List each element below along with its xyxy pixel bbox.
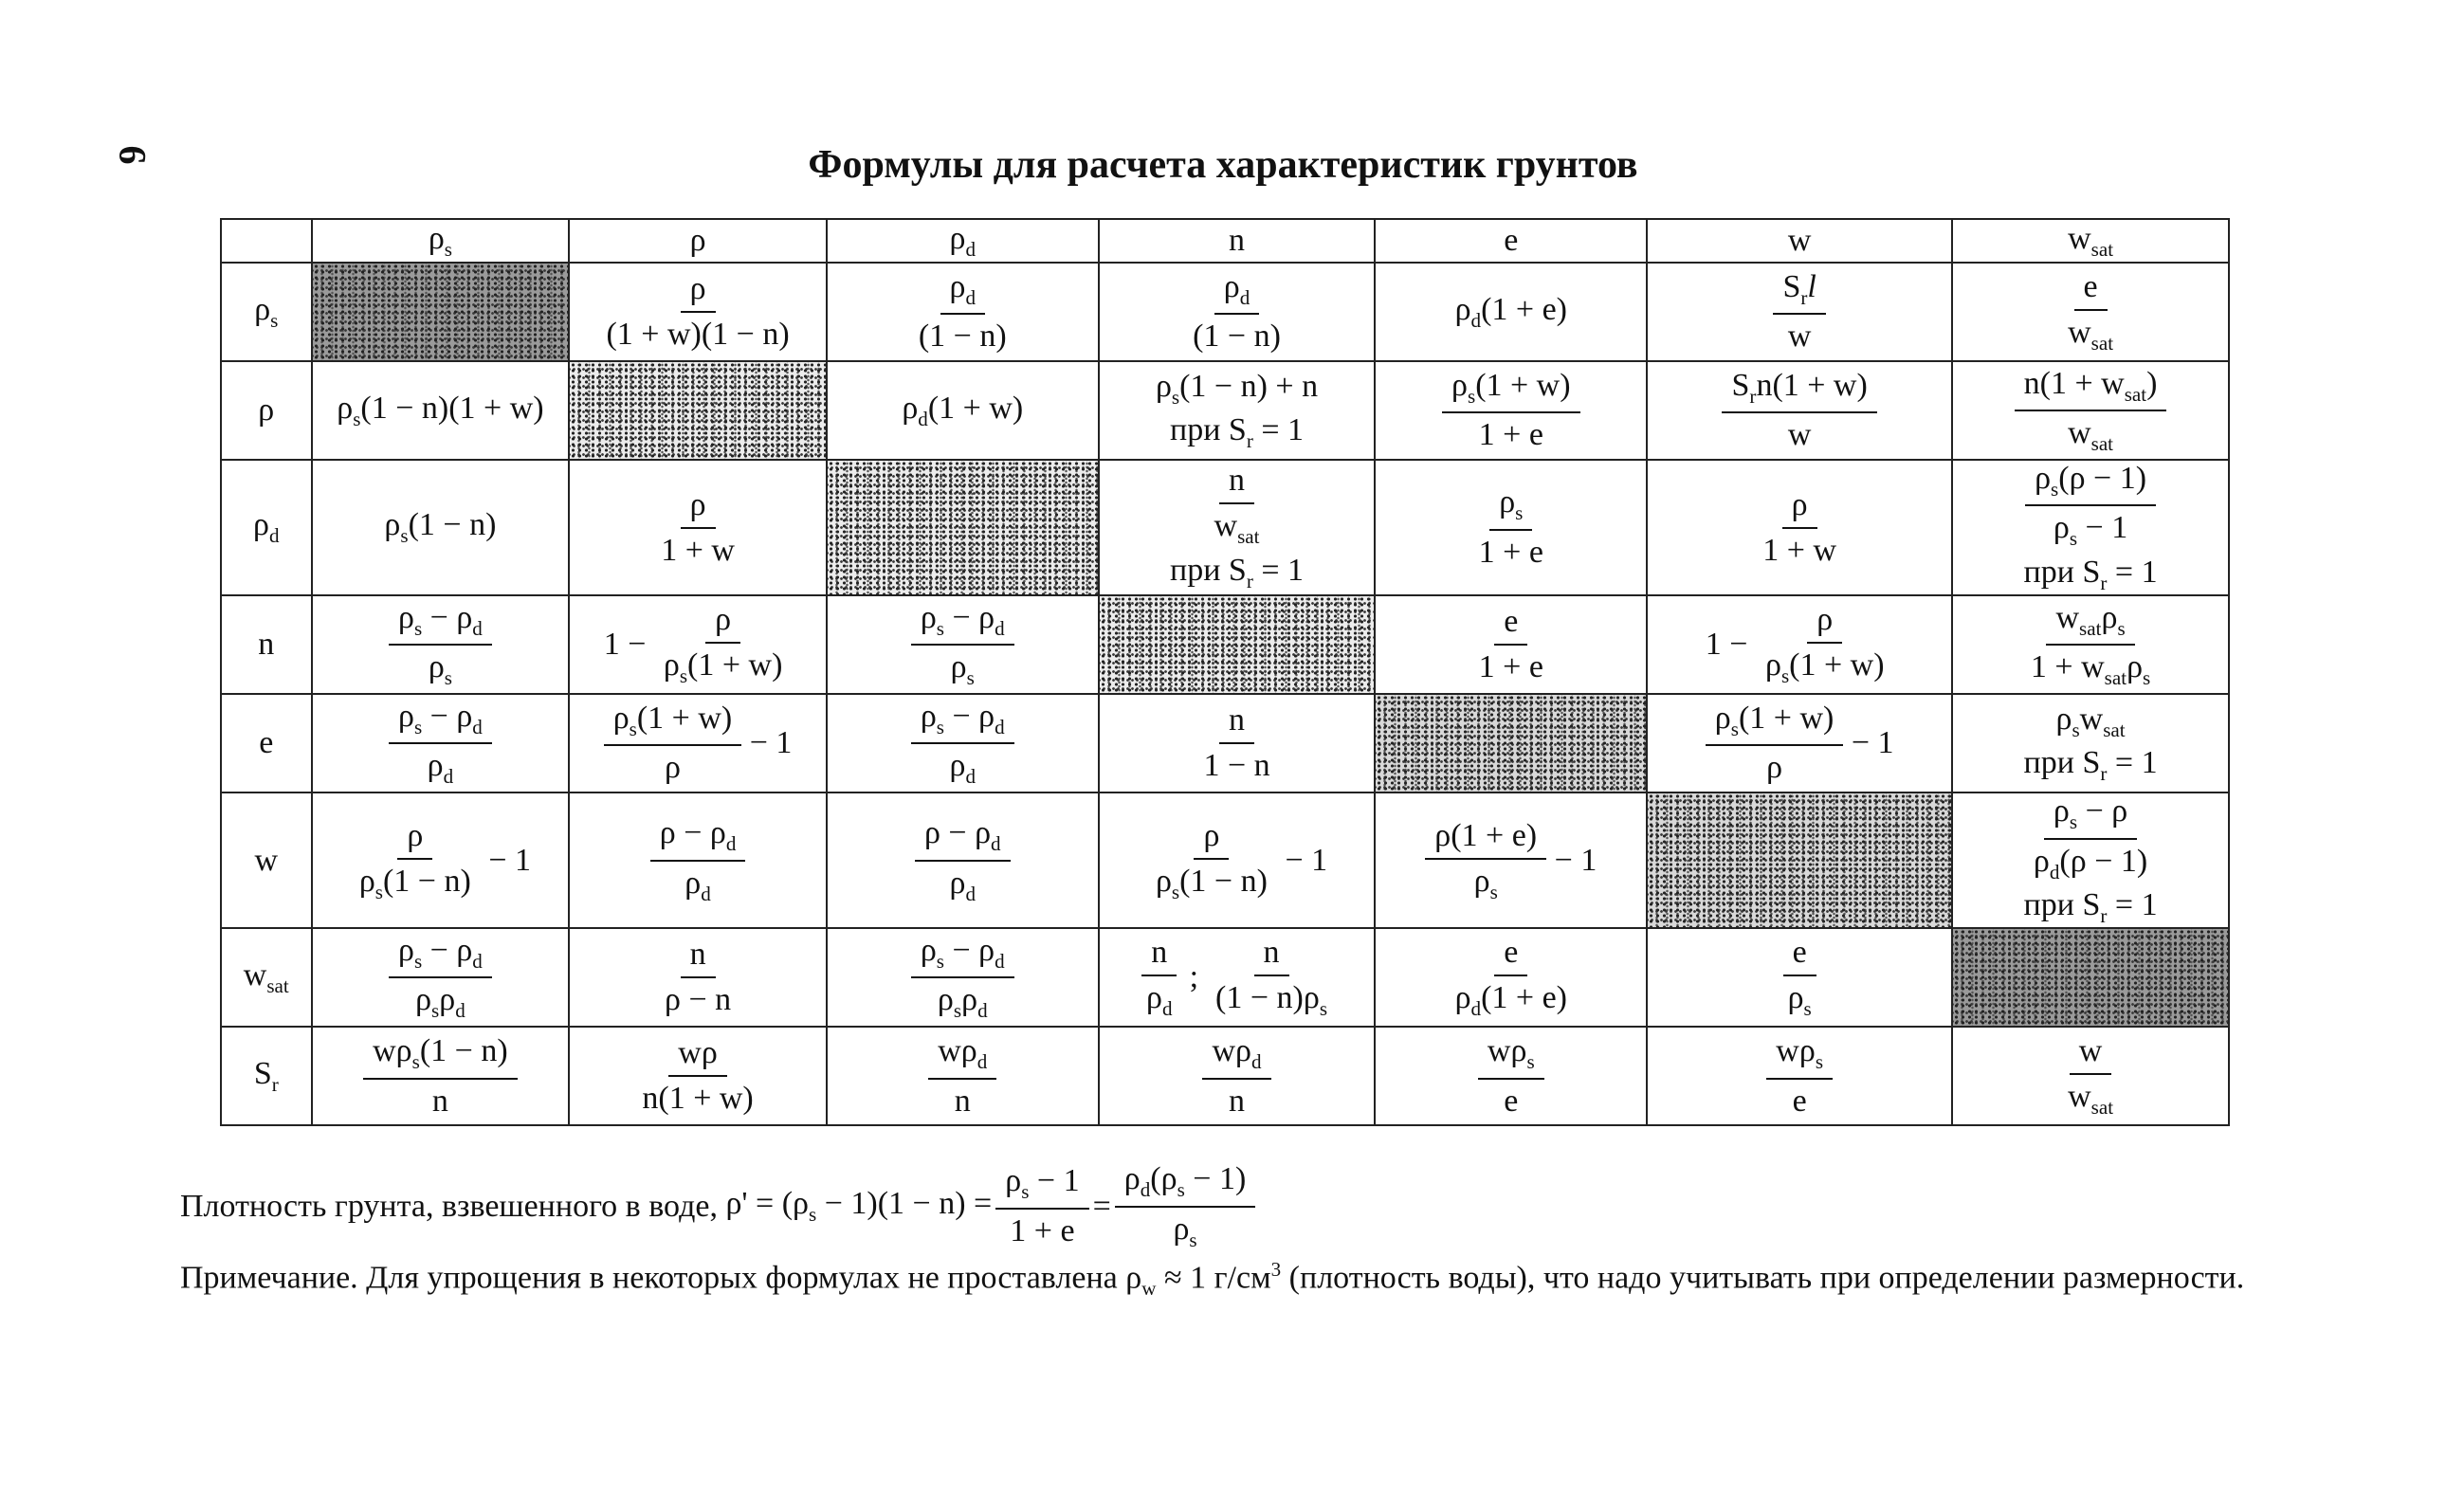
fraction-numerator: $\rho_s(\rho - 1)$ (2025, 461, 2156, 506)
formula-cell-e-wsat (1952, 694, 2229, 792)
fraction-numerator: $n(1 + w_{sat})$ (2015, 366, 2167, 411)
column-header-w: w (1647, 219, 1952, 263)
fraction-numerator: $w_{sat}\rho_s$ (2046, 600, 2134, 646)
fraction-numerator: $\rho_s - \rho_d$ (911, 600, 1014, 646)
row-header-ρd: $\rho_d$ (221, 460, 312, 595)
formula-cell-Sr-w (1647, 1027, 1952, 1125)
formula-expression: $\rho_d(1 + w)$ (902, 390, 1024, 430)
formula-cell-ρ-w (1647, 361, 1952, 460)
fraction (1779, 935, 1821, 1020)
fraction-denominator: ρ − n (664, 982, 732, 1018)
column-header-e: e (1375, 219, 1647, 263)
formula-cell-ρs-ρ (569, 263, 827, 361)
formula-cell-ρ-n (1099, 361, 1376, 460)
fraction-denominator: $\rho_d$ (1146, 980, 1173, 1020)
fraction (389, 600, 492, 690)
fraction (2025, 461, 2156, 551)
formula-cell-Sr-ρ (569, 1027, 827, 1125)
column-header-ρ: ρ (569, 219, 827, 263)
fraction (1425, 818, 1546, 903)
fraction (650, 815, 746, 905)
fraction (2058, 269, 2123, 355)
fraction-denominator: $w_{sat}$ (2068, 1079, 2114, 1119)
fraction-numerator: $S_rn(1 + w)$ (1722, 368, 1876, 413)
fraction-numerator: ρ(1 + e) (1425, 818, 1546, 860)
table-row-e (221, 694, 2229, 792)
fraction (596, 271, 798, 353)
fraction-denominator: $w_{sat}$ (2068, 415, 2114, 455)
formula-cell-ρd-ρ (569, 460, 827, 595)
fraction-numerator: $S_rl$ (1773, 269, 1825, 315)
table-row-w (221, 792, 2229, 928)
formula-cell-e-n (1099, 694, 1376, 792)
fraction-numerator: n (681, 937, 716, 978)
header-corner (221, 219, 312, 263)
fraction (1469, 484, 1553, 570)
fraction-numerator: $\rho_s - \rho_d$ (389, 699, 492, 744)
fraction (654, 602, 793, 687)
fraction-numerator: ρ (1807, 602, 1842, 644)
fraction-numerator: n (1219, 702, 1254, 744)
fraction-denominator: $\rho_d$ (949, 865, 977, 905)
fraction (1202, 1033, 1270, 1119)
formula-cell-w-ρd (827, 792, 1099, 928)
formula-prefix: 1 − (1705, 627, 1756, 663)
hatched-diagonal-cell (1647, 792, 1952, 928)
page-number: 6 (111, 145, 155, 165)
formula-suffix: − 1 (1276, 842, 1328, 878)
formula-cell-wsat-ρd (827, 928, 1099, 1027)
hatched-diagonal-cell (569, 361, 827, 460)
formula-cell-n-ρ (569, 595, 827, 694)
fraction (1183, 269, 1290, 355)
column-header-n: n (1099, 219, 1376, 263)
formula-cell-ρd-e (1375, 460, 1647, 595)
fraction-numerator: $\rho_d(\rho_s - 1)$ (1115, 1161, 1256, 1208)
fraction (1706, 701, 1844, 786)
fraction (1469, 604, 1553, 685)
fraction-denominator: (1 − n) (918, 319, 1007, 355)
fraction-numerator: n (1219, 463, 1254, 504)
formula-cell-wsat-w (1647, 928, 1952, 1027)
formula-cell-ρ-ρs (312, 361, 570, 460)
hatched-diagonal-cell (827, 460, 1099, 595)
fraction-numerator: ρ (705, 602, 740, 644)
fraction (389, 933, 492, 1023)
fraction (1146, 818, 1277, 903)
density-fraction-1 (995, 1163, 1088, 1249)
fraction (915, 815, 1011, 905)
fraction-denominator: $\rho_d(1 + e)$ (1454, 980, 1568, 1020)
fraction-numerator: e (1494, 935, 1527, 976)
fraction (2021, 600, 2160, 690)
fraction (1722, 368, 1876, 453)
column-header-wsat: $w_{sat}$ (1952, 219, 2229, 263)
fraction (1753, 487, 1846, 569)
fraction (909, 269, 1016, 355)
fraction (1756, 602, 1894, 687)
fraction-denominator: $1 + w_{sat}\rho_s$ (2030, 649, 2151, 689)
fraction (928, 1033, 996, 1119)
formula-cell-n-w (1647, 595, 1952, 694)
fraction (363, 1033, 518, 1119)
formula-cell-e-ρd (827, 694, 1099, 792)
fraction-numerator: $w\rho_s$ (1478, 1033, 1544, 1079)
fraction-numerator: ρ (397, 818, 432, 860)
fraction-denominator: $\rho_s(1 + w)$ (1764, 647, 1885, 687)
hatched-diagonal-cell (1099, 595, 1376, 694)
fraction (1478, 1033, 1544, 1119)
fraction-denominator: e (1792, 1083, 1807, 1119)
fraction-numerator: $\rho_s - \rho$ (2044, 793, 2137, 839)
header-row (221, 219, 2229, 263)
fraction (911, 933, 1014, 1023)
formula-cell-ρd-wsat (1952, 460, 2229, 595)
formula-suffix: − 1 (480, 842, 531, 878)
fraction-numerator: $\rho_s - \rho_d$ (911, 933, 1014, 978)
formula-table (220, 218, 2230, 1126)
fraction-denominator: $\rho_s$ (1787, 980, 1812, 1020)
formula-cell-w-wsat (1952, 792, 2229, 928)
fraction (1137, 935, 1182, 1020)
fraction-numerator: wρ (668, 1035, 727, 1077)
formula-cell-ρs-ρd (827, 263, 1099, 361)
density-lhs: $\rho' = (\rho_s - 1)(1 - n)$ = (725, 1186, 993, 1227)
submerged-density-line (180, 1161, 2266, 1252)
formula-expression: $\rho_s(1 - n)$ (384, 507, 497, 548)
fraction-denominator: $w_{sat}$ (1214, 508, 1260, 549)
table-row-Sr (221, 1027, 2229, 1125)
formula-expression: $\rho_s(1 - n)(1 + w)$ (337, 390, 544, 430)
fraction-denominator: $\rho_s(1 - n)$ (358, 863, 471, 903)
fraction-denominator: $\rho_s(1 - n)$ (1155, 863, 1268, 903)
density-fraction-2 (1115, 1161, 1256, 1252)
fraction-denominator: $\rho_s$ (1173, 1211, 1197, 1251)
formula-cell-ρd-ρs (312, 460, 570, 595)
fraction-denominator: e (1504, 1083, 1519, 1119)
fraction-numerator: $w\rho_d$ (1202, 1033, 1270, 1079)
formula-cell-ρs-w (1647, 263, 1952, 361)
formula-cell-ρd-w (1647, 460, 1952, 595)
fraction-denominator: $\rho_s$ (428, 649, 452, 689)
formula-cell-e-w (1647, 694, 1952, 792)
fraction-numerator: $\rho - \rho_d$ (650, 815, 746, 861)
fraction-numerator: ρ (681, 487, 716, 529)
note-paragraph: Примечание. Для упрощения в некоторых формулах не проставлена $\rho_w \approx 1$ $г/см^3$ (плотность воды), что надо учитывать при определении размерности. (180, 1258, 2245, 1301)
fraction-numerator: ρ (1194, 818, 1229, 860)
fraction (911, 699, 1014, 789)
row-header-w: w (221, 792, 312, 928)
fraction-denominator: 1 + e (1010, 1213, 1075, 1249)
formula-cell-w-e (1375, 792, 1647, 928)
fraction-denominator: w (1787, 417, 1812, 453)
table-row-ρd (221, 460, 2229, 595)
formula-cell-n-wsat (1952, 595, 2229, 694)
fraction (604, 701, 742, 786)
fraction-numerator: n (1141, 935, 1177, 976)
formula-cell-w-n (1099, 792, 1376, 928)
density-prefix: Плотность грунта, взвешенного в воде, (180, 1188, 718, 1224)
condition-text: при $S_r = 1$ (1170, 552, 1305, 592)
formula-cell-Sr-wsat (1952, 1027, 2229, 1125)
fraction-numerator: $\rho_s(1 + w)$ (1442, 368, 1580, 413)
fraction-numerator: $\rho_d$ (1214, 269, 1260, 315)
fraction-numerator: $\rho_s - \rho_d$ (911, 699, 1014, 744)
fraction-numerator: $\rho_s - \rho_d$ (389, 933, 492, 978)
formula-suffix: − 1 (1546, 842, 1597, 878)
fraction (1766, 1033, 1833, 1119)
formula-cell-n-ρs (312, 595, 570, 694)
fraction-numerator: $\rho_s(1 + w)$ (604, 701, 742, 746)
fraction-denominator: $\rho_s - 1$ (2053, 510, 2128, 551)
fraction (1205, 463, 1269, 548)
table-row-ρs (221, 263, 2229, 361)
fraction (350, 818, 481, 903)
condition-text: при $S_r = 1$ (2023, 745, 2158, 785)
formula-separator: ; (1189, 959, 1199, 995)
fraction-numerator: $\rho_d$ (940, 269, 986, 315)
fraction-numerator: ρ (1782, 487, 1817, 529)
hatched-diagonal-cell (1375, 694, 1647, 792)
page-title: Формулы для расчета характеристик грунтов (808, 143, 1638, 187)
row-header-e: e (221, 694, 312, 792)
fraction-numerator: e (1783, 935, 1816, 976)
condition-text: при $S_r = 1$ (2023, 886, 2158, 927)
fraction-denominator: w (1787, 319, 1812, 355)
fraction-denominator: n(1 + w) (642, 1081, 754, 1117)
fraction-denominator: 1 + w (661, 532, 735, 568)
formula-cell-ρs-e (1375, 263, 1647, 361)
condition-text: при $S_r = 1$ (2023, 554, 2158, 594)
fraction-numerator: n (1254, 935, 1289, 976)
formula-cell-ρd-n (1099, 460, 1376, 595)
formula-suffix: − 1 (741, 725, 793, 761)
fraction-denominator: $(1 - n)\rho_s$ (1215, 980, 1328, 1020)
formula-cell-Sr-ρd (827, 1027, 1099, 1125)
fraction (2015, 366, 2167, 456)
fraction-denominator: ρ (664, 750, 681, 786)
fraction-numerator: $\rho_s$ (1489, 484, 1532, 530)
formula-cell-Sr-n (1099, 1027, 1376, 1125)
formula-cell-ρ-ρd (827, 361, 1099, 460)
formula-cell-e-ρ (569, 694, 827, 792)
formula-cell-e-ρs (312, 694, 570, 792)
fraction (2024, 793, 2157, 884)
fraction-denominator: 1 + e (1478, 417, 1543, 453)
formula-cell-ρ-wsat (1952, 361, 2229, 460)
fraction-denominator: $\rho_s(1 + w)$ (663, 647, 783, 687)
column-header-ρs: $\rho_s$ (312, 219, 570, 263)
fraction (1194, 702, 1279, 784)
fraction-denominator: $\rho_d$ (949, 748, 977, 788)
formula-cell-n-e (1375, 595, 1647, 694)
formula-cell-wsat-n (1099, 928, 1376, 1027)
fraction (389, 699, 492, 789)
fraction-denominator: $\rho_s$ (1473, 863, 1498, 903)
formula-cell-w-ρs (312, 792, 570, 928)
fraction-numerator: $w\rho_s(1 - n)$ (363, 1033, 518, 1079)
formula-cell-Sr-e (1375, 1027, 1647, 1125)
fraction (632, 1035, 762, 1117)
fraction-denominator: n (954, 1083, 971, 1119)
formula-cell-ρ-e (1375, 361, 1647, 460)
fraction-denominator: $\rho_s\rho_d$ (415, 982, 465, 1023)
fraction-numerator: $\rho_s - \rho_d$ (389, 600, 492, 646)
density-equals: = (1092, 1188, 1111, 1224)
fraction-denominator: 1 + e (1478, 649, 1543, 685)
fraction (1773, 269, 1825, 355)
formula-cell-wsat-ρ (569, 928, 827, 1027)
formula-cell-Sr-ρs (312, 1027, 570, 1125)
formula-prefix: 1 − (603, 627, 654, 663)
table-row-ρ (221, 361, 2229, 460)
fraction-denominator: n (431, 1083, 448, 1119)
fraction-denominator: 1 + e (1478, 534, 1543, 570)
formula-expression: $\rho_d(1 + e)$ (1454, 291, 1568, 332)
row-header-n: n (221, 595, 312, 694)
row-header-ρs: $\rho_s$ (221, 263, 312, 361)
fraction-numerator: ρ (681, 271, 716, 313)
fraction-denominator: $\rho_d$ (685, 865, 711, 905)
fraction (651, 487, 744, 569)
fraction (655, 937, 740, 1018)
fraction-denominator: $\rho_d(\rho - 1)$ (2033, 843, 2148, 884)
fraction-numerator: $\rho_s - 1$ (995, 1163, 1088, 1210)
fraction-denominator: (1 − n) (1193, 319, 1281, 355)
table-row-wsat (221, 928, 2229, 1027)
fraction-denominator: $\rho_s$ (950, 649, 975, 689)
fraction-denominator: (1 + w)(1 − n) (606, 317, 790, 352)
fraction-numerator: $\rho_s(1 + w)$ (1706, 701, 1844, 746)
row-header-ρ: ρ (221, 361, 312, 460)
row-header-wsat: $w_{sat}$ (221, 928, 312, 1027)
formula-cell-n-ρd (827, 595, 1099, 694)
column-header-ρd: $\rho_d$ (827, 219, 1099, 263)
row-header-Sr: $S_r$ (221, 1027, 312, 1125)
fraction (1442, 368, 1580, 453)
fraction (2058, 1033, 2123, 1119)
formula-cell-wsat-e (1375, 928, 1647, 1027)
fraction-numerator: $w\rho_s$ (1766, 1033, 1833, 1079)
fraction-denominator: 1 − n (1203, 748, 1270, 784)
formula-cell-wsat-ρs (312, 928, 570, 1027)
fraction-denominator: n (1229, 1083, 1246, 1119)
fraction-numerator: e (1494, 604, 1527, 646)
fraction-denominator: $\rho_d$ (427, 748, 454, 788)
hatched-diagonal-cell (312, 263, 570, 361)
fraction-numerator: $\rho - \rho_d$ (915, 815, 1011, 861)
fraction-denominator: $\rho_s\rho_d$ (937, 982, 988, 1023)
formula-cell-w-ρ (569, 792, 827, 928)
fraction-numerator: e (2074, 269, 2108, 311)
fraction (1446, 935, 1577, 1020)
fraction-denominator: $w_{sat}$ (2068, 314, 2114, 355)
fraction-denominator: 1 + w (1762, 532, 1837, 568)
formula-expression: $\rho_sw_{sat}$ (2055, 701, 2126, 741)
formula-suffix: − 1 (1843, 725, 1894, 761)
fraction-numerator: w (2070, 1033, 2112, 1075)
hatched-diagonal-cell (1952, 928, 2229, 1027)
fraction (911, 600, 1014, 690)
formula-expression: $\rho_s(1 - n) + n$ (1155, 368, 1319, 409)
formula-cell-ρs-wsat (1952, 263, 2229, 361)
fraction-numerator: $w\rho_d$ (928, 1033, 996, 1079)
condition-text: при $S_r = 1$ (1170, 412, 1305, 452)
fraction-denominator: ρ (1766, 750, 1783, 786)
table-row-n (221, 595, 2229, 694)
formula-cell-ρs-n (1099, 263, 1376, 361)
fraction (1206, 935, 1337, 1020)
